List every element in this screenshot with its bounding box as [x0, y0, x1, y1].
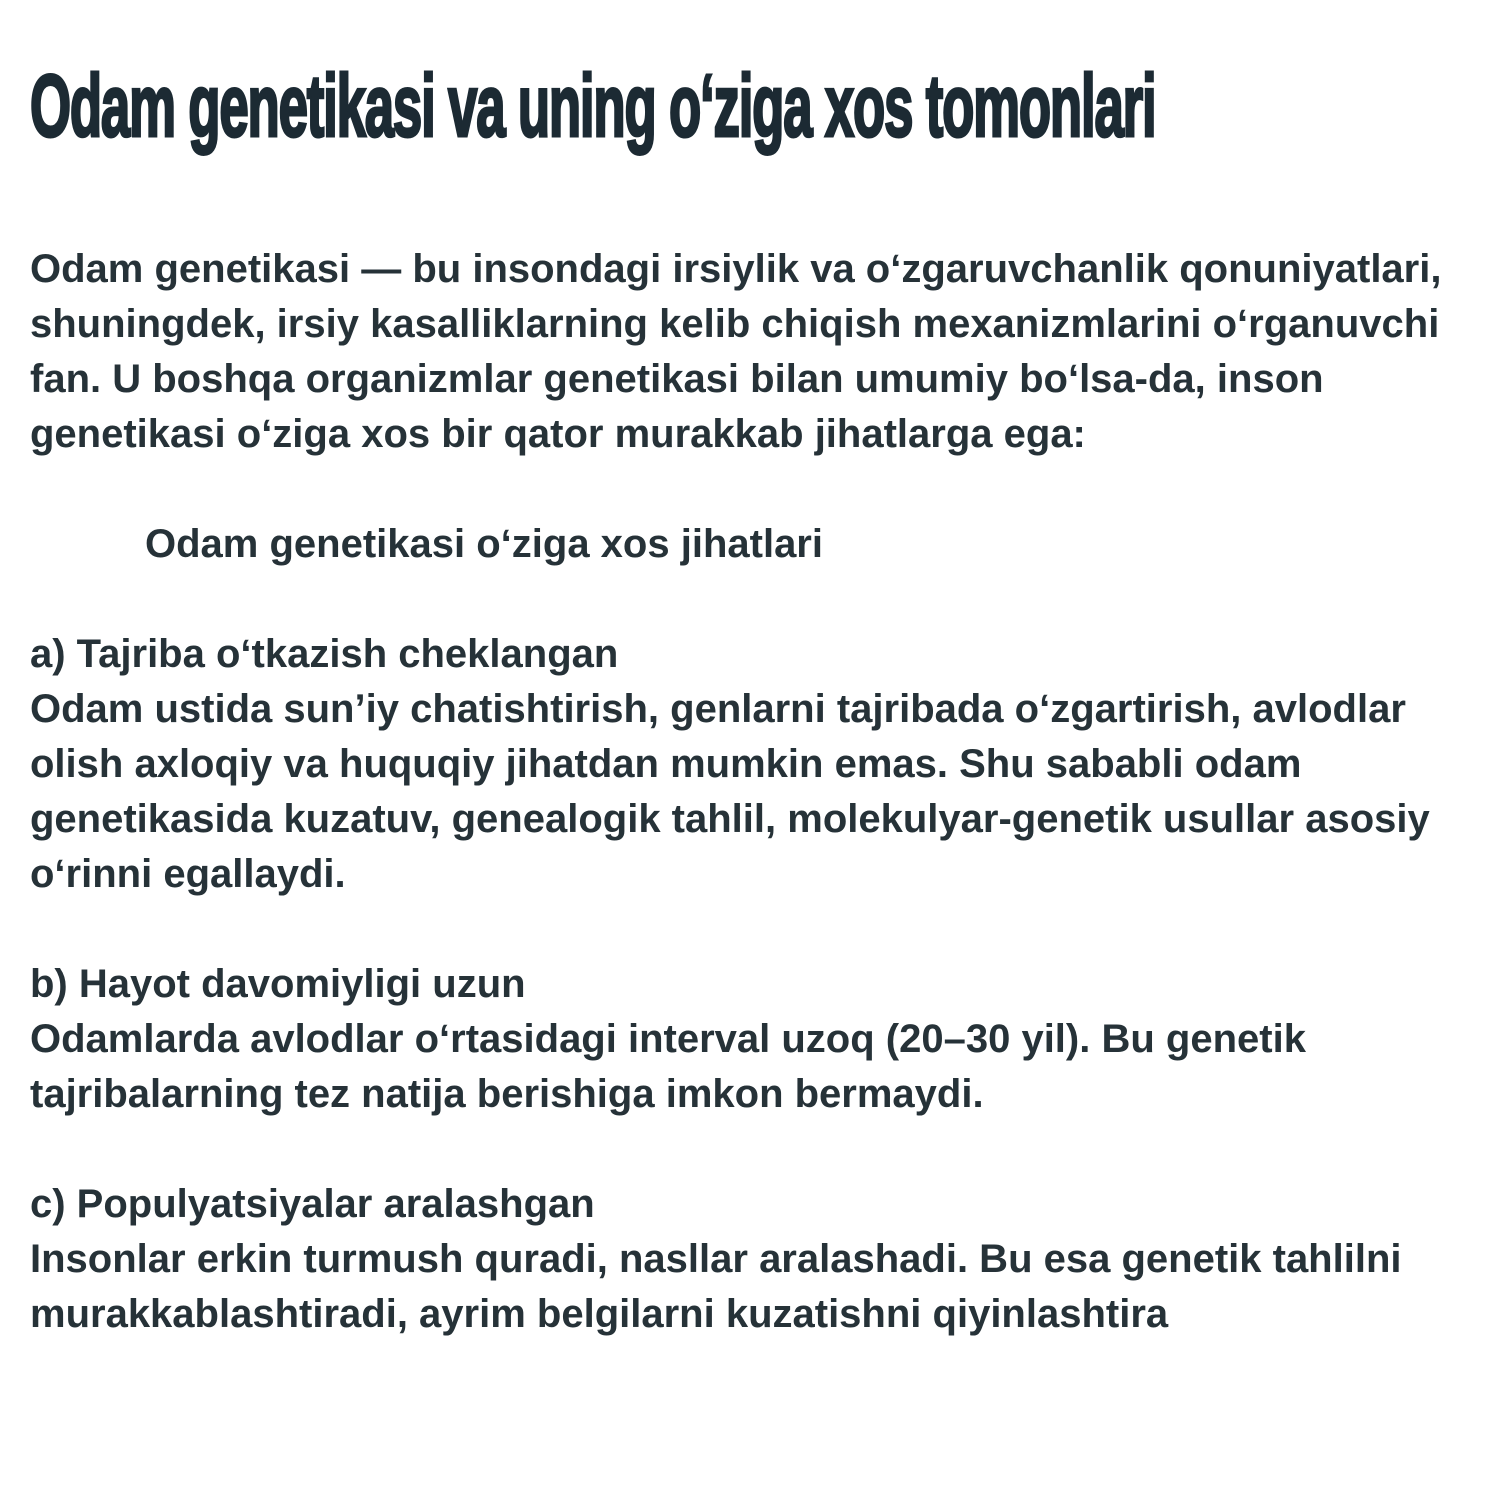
page-title: Odam genetikasi va uning o‘ziga xos tomonlari — [30, 56, 1156, 155]
section-a — [30, 627, 1475, 902]
section-heading: b) Hayot davomiyligi uzun — [30, 962, 526, 1006]
document-content — [30, 242, 1475, 1342]
section-heading: c) Populyatsiyalar aralashgan — [30, 1182, 595, 1226]
section-c — [30, 1177, 1475, 1342]
section-subtitle: Odam genetikasi o‘ziga xos jihatlari — [145, 522, 823, 566]
section-body: Insonlar erkin turmush quradi, nasllar aralashadi. Bu esa genetik tahlilni murakkablashtiradi, ayrim belgilarni kuzatishni qiyinlashtira — [30, 1237, 1402, 1336]
section-body: Odamlarda avlodlar o‘rtasidagi interval uzoq (20–30 yil). Bu genetik tajribalarning tez natija berishiga imkon bermaydi. — [30, 1017, 1306, 1116]
section-body: Odam ustida sun’iy chatishtirish, genlarni tajribada o‘zgartirish, avlodlar olish axloqiy va huquqiy jihatdan mumkin emas. Shu sababli odam genetikasida kuzatuv, genealogik tahlil, molekulyar-genetik usullar asosiy o‘rinni egallaydi. — [30, 687, 1430, 896]
section-heading: a) Tajriba o‘tkazish cheklangan — [30, 632, 619, 676]
intro-paragraph: Odam genetikasi — bu insondagi irsiylik va o‘zgaruvchanlik qonuniyatlari, shuningdek, irsiy kasalliklarning kelib chiqish mexanizmlarini o‘rganuvchi fan. U boshqa organizmlar genetikasi bilan umumiy bo‘lsa-da, inson genetikasi o‘ziga xos bir qator murakkab jihatlarga ega: — [30, 247, 1442, 456]
section-b — [30, 957, 1475, 1122]
